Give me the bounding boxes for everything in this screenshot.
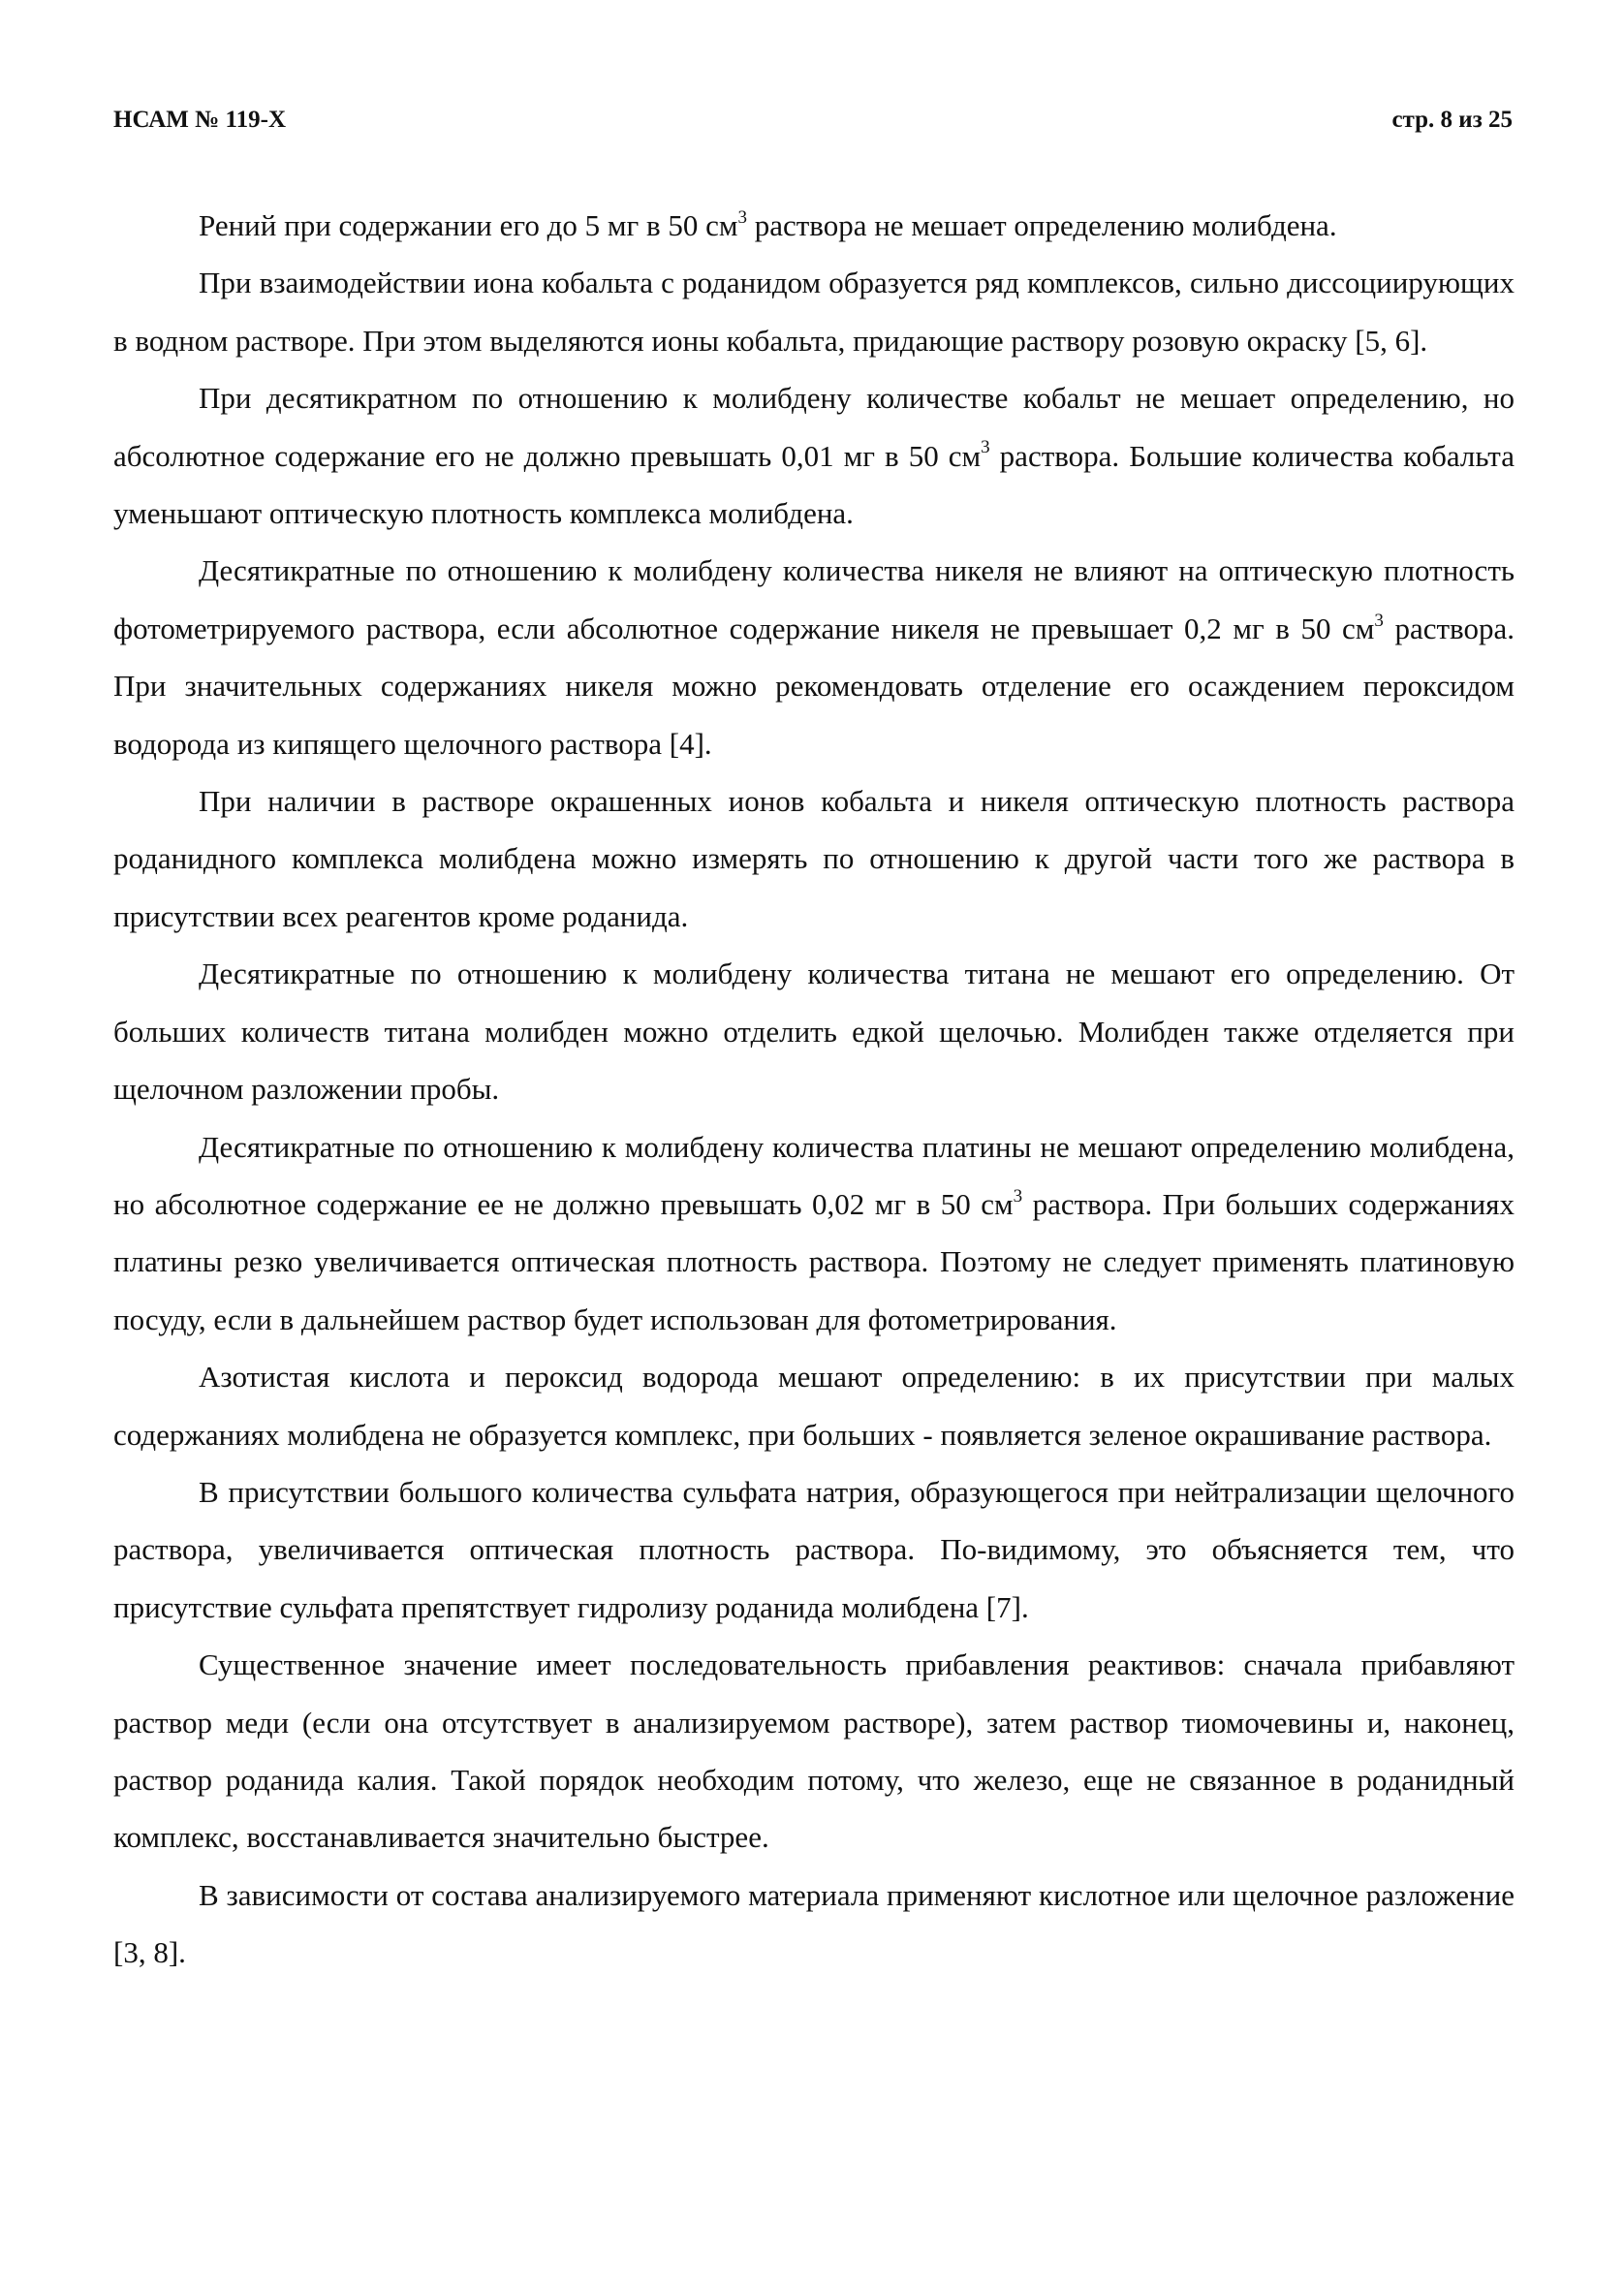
body-text [113,197,1515,1982]
paragraph-decomposition: В зависимости от состава анализируемого материала применяют кислотное или щелочное разложение [3, 8]. [113,1877,1515,1970]
paragraph-platinum: Десятикратные по отношению к молибдену количества платины не мешают определению молибдена, но абсолютное содержание ее не должно превышать 0,02 мг в 50 $см^3$ раствора. При больших содержаниях платины резко увеличивается оптическая плотность раствора. Поэтому не следует применять платиновую посуду, если в дальнейшем раствор будет использован для фотометрирования. [113,1129,1515,1336]
paragraph-rhenium: Рений при содержании его до 5 мг в 50 $см^3$ раствора не мешает определению молибдена. [199,206,1337,242]
paragraph-titanium: Десятикратные по отношению к молибдену количества титана не мешают его определению. От больших количеств титана молибден можно отделить едкой щелочью. Молибден также отделяется при щелочном разложении пробы. [113,956,1515,1107]
superscript: 3 [1374,610,1384,631]
paragraph-colored-ions: При наличии в растворе окрашенных ионов кобальта и никеля оптическую плотность раствора роданидного комплекса молибдена можно измерять по отношению к другой части того же раствора в присутствии всех реагентов кроме роданида. [113,784,1515,933]
superscript: 3 [1013,1185,1023,1207]
paragraph-nitrous-acid: Азотистая кислота и пероксид водорода мешают определению: в их присутствии при малых содержаниях молибдена не образуется комплекс, при больших - появляется зеленое окрашивание раствора. [113,1360,1515,1452]
paragraph-cobalt-complexes: При взаимодействии иона кобальта с роданидом образуется ряд комплексов, сильно диссоциирующих в водном растворе. При этом выделяются ионы кобальта, придающие раствору розовую окраску [5, 6]. [113,266,1515,358]
page-number: стр. 8 из 25 [1391,107,1513,133]
superscript: 3 [737,206,747,228]
paragraph-nickel: Десятикратные по отношению к молибдену количества никеля не влияют на оптическую плотность фотометрируемого раствора, если абсолютное содержание никеля не превышает 0,2 мг в 50 $см^3$ раствора. При значительных содержаниях никеля можно рекомендовать отделение его осаждением пероксидом водорода из кипящего щелочного раствора [4]. [113,553,1515,761]
paragraph-reagent-order: Существенное значение имеет последовательность прибавления реактивов: сначала прибавляют раствор меди (если она отсутствует в анализируемом растворе), затем раствор тиомочевины и, наконец, раствор роданида калия. Такой порядок необходим потому, что железо, еще не связанное в роданидный комплекс, восстанавливается значительно быстрее. [113,1647,1515,1855]
page-header [113,107,1513,145]
paragraph-cobalt-limit: При десятикратном по отношению к молибдену количестве кобальт не мешает определению, но абсолютное содержание его не должно превышать 0,01 мг в 50 $см^3$ раствора. Большие количества кобальта уменьшают оптическую плотность комплекса молибдена. [113,381,1515,531]
superscript: 3 [981,437,990,458]
paragraph-sodium-sulfate: В присутствии большого количества сульфата натрия, образующегося при нейтрализации щелочного раствора, увеличивается оптическая плотность раствора. По-видимому, это объясняется тем, что присутствие сульфата препятствует гидролизу роданида молибдена [7]. [113,1474,1515,1624]
document-id: НСАМ № 119-Х [113,107,287,133]
